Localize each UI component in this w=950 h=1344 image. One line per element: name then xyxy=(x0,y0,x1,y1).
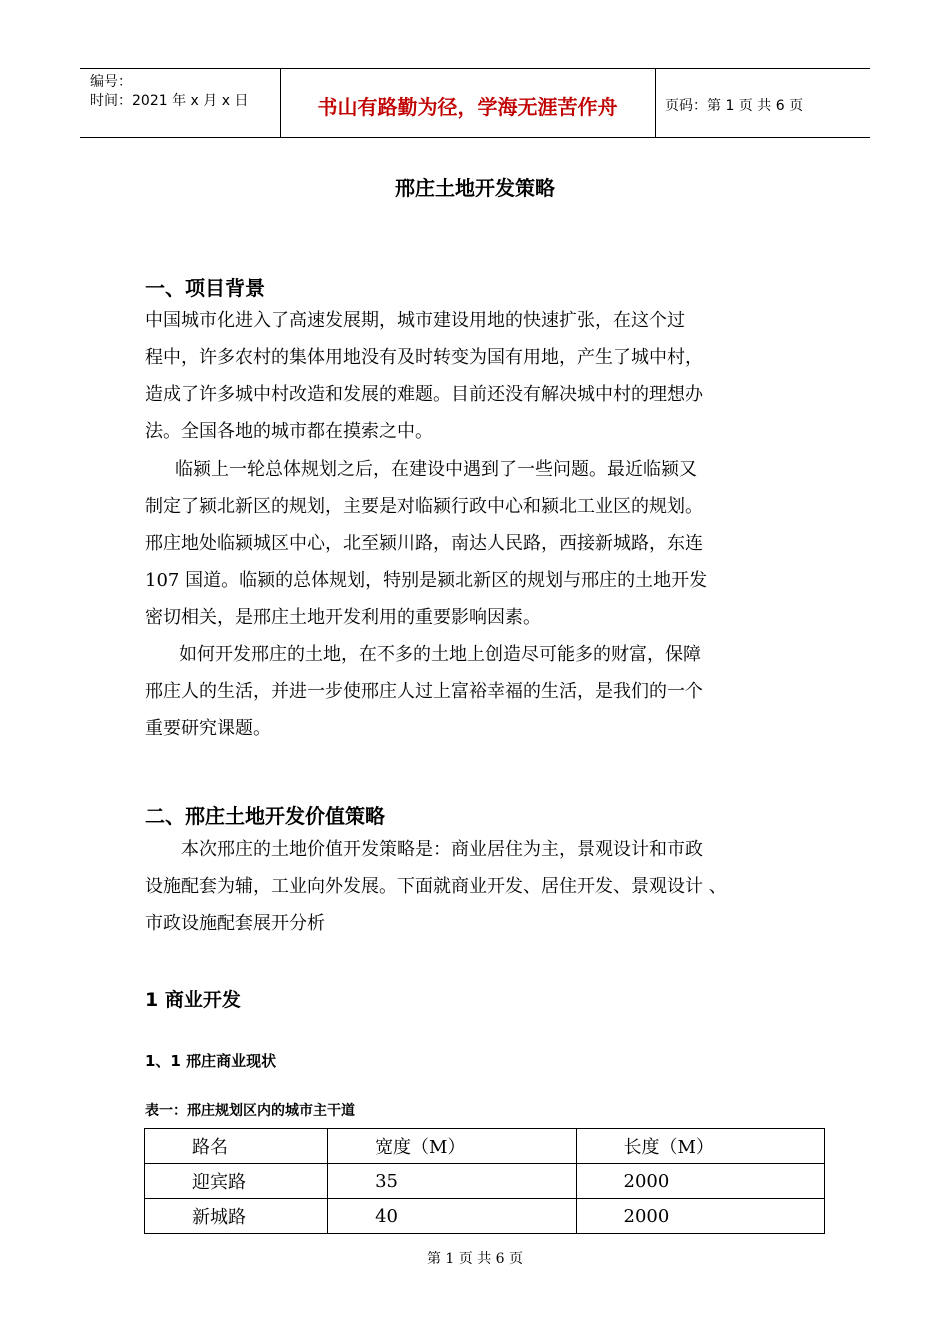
table-cell: 35 xyxy=(328,1164,576,1199)
text-line: 法。全国各地的城市都在摸索之中。 xyxy=(145,421,433,442)
table-cell: 2000 xyxy=(576,1199,824,1234)
text-line: 设施配套为辅，工业向外发展。下面就商业开发、居住开发、景观设计 、 xyxy=(145,876,727,897)
page-footer: 第 1 页 共 6 页 xyxy=(426,1251,524,1267)
date-label: 时间：2021 年 x 月 x 日 xyxy=(90,93,249,109)
text-line: 制定了颍北新区的规划，主要是对临颍行政中心和颍北工业区的规划。 xyxy=(145,496,703,517)
table-row xyxy=(145,1199,825,1234)
table-cell: 新城路 xyxy=(145,1199,328,1234)
text-line: 邢庄人的生活，并进一步使邢庄人过上富裕幸福的生活，是我们的一个 xyxy=(145,681,703,702)
table-cell: 2000 xyxy=(576,1164,824,1199)
text-line: 程中，许多农村的集体用地没有及时转变为国有用地，产生了城中村， xyxy=(145,347,703,368)
text-line: 重要研究课题。 xyxy=(145,718,271,739)
table-header-cell: 宽度（M） xyxy=(328,1129,576,1164)
subsection-heading-commercial: 1 商业开发 xyxy=(145,989,241,1011)
page-header xyxy=(80,68,870,138)
subsection-heading-status: 1、1 邢庄商业现状 xyxy=(145,1052,277,1070)
paragraph-strategy xyxy=(145,831,820,942)
paragraph-background-1 xyxy=(145,302,820,450)
table-header-cell: 长度（M） xyxy=(576,1129,824,1164)
text-line: 密切相关，是邢庄土地开发利用的重要影响因素。 xyxy=(145,607,541,628)
text-line: 造成了许多城中村改造和发展的难题。目前还没有解决城中村的理想办 xyxy=(145,384,703,405)
roads-table xyxy=(144,1128,825,1234)
paragraph-background-3 xyxy=(145,636,820,747)
header-divider xyxy=(655,69,656,137)
table-row xyxy=(145,1164,825,1199)
number-label: 编号： xyxy=(90,74,132,90)
document-title: 邢庄土地开发策略 xyxy=(395,176,555,200)
text-line: 107 国道。临颍的总体规划，特别是颍北新区的规划与邢庄的土地开发 xyxy=(145,570,708,591)
text-line: 邢庄地处临颍城区中心，北至颍川路，南达人民路，西接新城路，东连 xyxy=(145,533,703,554)
paragraph-background-2 xyxy=(145,451,820,636)
text-line: 如何开发邢庄的土地，在不多的土地上创造尽可能多的财富，保障 xyxy=(179,644,701,665)
table-caption: 表一：邢庄规划区内的城市主干道 xyxy=(145,1103,355,1119)
text-line: 中国城市化进入了高速发展期，城市建设用地的快速扩张，在这个过 xyxy=(145,310,685,331)
section-heading-background: 一、项目背景 xyxy=(145,276,265,300)
table-cell: 迎宾路 xyxy=(145,1164,328,1199)
section-heading-strategy: 二、邢庄土地开发价值策略 xyxy=(145,804,385,828)
text-line: 本次邢庄的土地价值开发策略是：商业居住为主，景观设计和市政 xyxy=(181,839,703,860)
header-motto: 书山有路勤为径，学海无涯苦作舟 xyxy=(317,95,618,119)
table-header-row xyxy=(145,1129,825,1164)
table-cell: 40 xyxy=(328,1199,576,1234)
text-line: 市政设施配套展开分析 xyxy=(145,913,325,934)
table-header-cell: 路名 xyxy=(145,1129,328,1164)
header-meta xyxy=(90,73,248,111)
text-line: 临颍上一轮总体规划之后，在建设中遇到了一些问题。最近临颍又 xyxy=(175,459,697,480)
header-page-info: 页码：第 1 页 共 6 页 xyxy=(665,98,804,114)
